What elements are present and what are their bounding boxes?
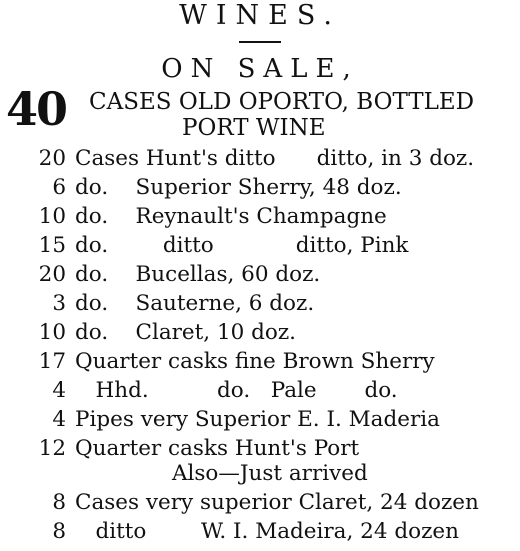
- ad-title: WINES.: [179, 0, 341, 31]
- also-label: Also—Just arrived: [172, 461, 368, 486]
- lead-line-1: CASES OLD OPORTO, BOTTLED: [89, 89, 475, 115]
- item-quantity: 4: [52, 407, 66, 432]
- item-description: do. Superior Sherry, 48 doz.: [75, 175, 402, 200]
- item-description: ditto W. I. Madeira, 24 dozen: [75, 519, 459, 544]
- item-description: Cases very superior Claret, 24 dozen: [75, 490, 479, 515]
- item-description: Pipes very Superior E. I. Maderia: [75, 407, 440, 432]
- item-quantity: 10: [38, 320, 66, 345]
- item-quantity: 17: [38, 349, 66, 374]
- item-quantity: 15: [38, 233, 66, 258]
- item-quantity: 20: [38, 262, 66, 287]
- lead-line-2: PORT WINE: [182, 115, 326, 141]
- item-description: Quarter casks fine Brown Sherry: [75, 349, 435, 374]
- item-description: do. Claret, 10 doz.: [75, 320, 297, 345]
- item-description: do. Sauterne, 6 doz.: [75, 291, 315, 316]
- item-description: do. Bucellas, 60 doz.: [75, 262, 321, 287]
- item-quantity: 10: [38, 204, 66, 229]
- item-quantity: 6: [52, 175, 66, 200]
- item-description: Quarter casks Hunt's Port: [75, 436, 360, 461]
- item-quantity: 8: [52, 490, 66, 515]
- item-quantity: 12: [38, 436, 66, 461]
- item-description: Hhd. do. Pale do.: [75, 378, 398, 403]
- ad-subtitle: ON SALE,: [161, 54, 359, 84]
- lead-quantity: 40: [6, 82, 67, 136]
- item-description: Cases Hunt's ditto ditto, in 3 doz.: [75, 146, 475, 171]
- item-description: do. Reynault's Champagne: [75, 204, 387, 229]
- item-quantity: 8: [52, 519, 66, 544]
- item-quantity: 4: [52, 378, 66, 403]
- item-quantity: 20: [38, 146, 66, 171]
- item-quantity: 3: [52, 291, 66, 316]
- item-description: do. ditto ditto, Pink: [75, 233, 409, 258]
- title-rule: [239, 41, 281, 43]
